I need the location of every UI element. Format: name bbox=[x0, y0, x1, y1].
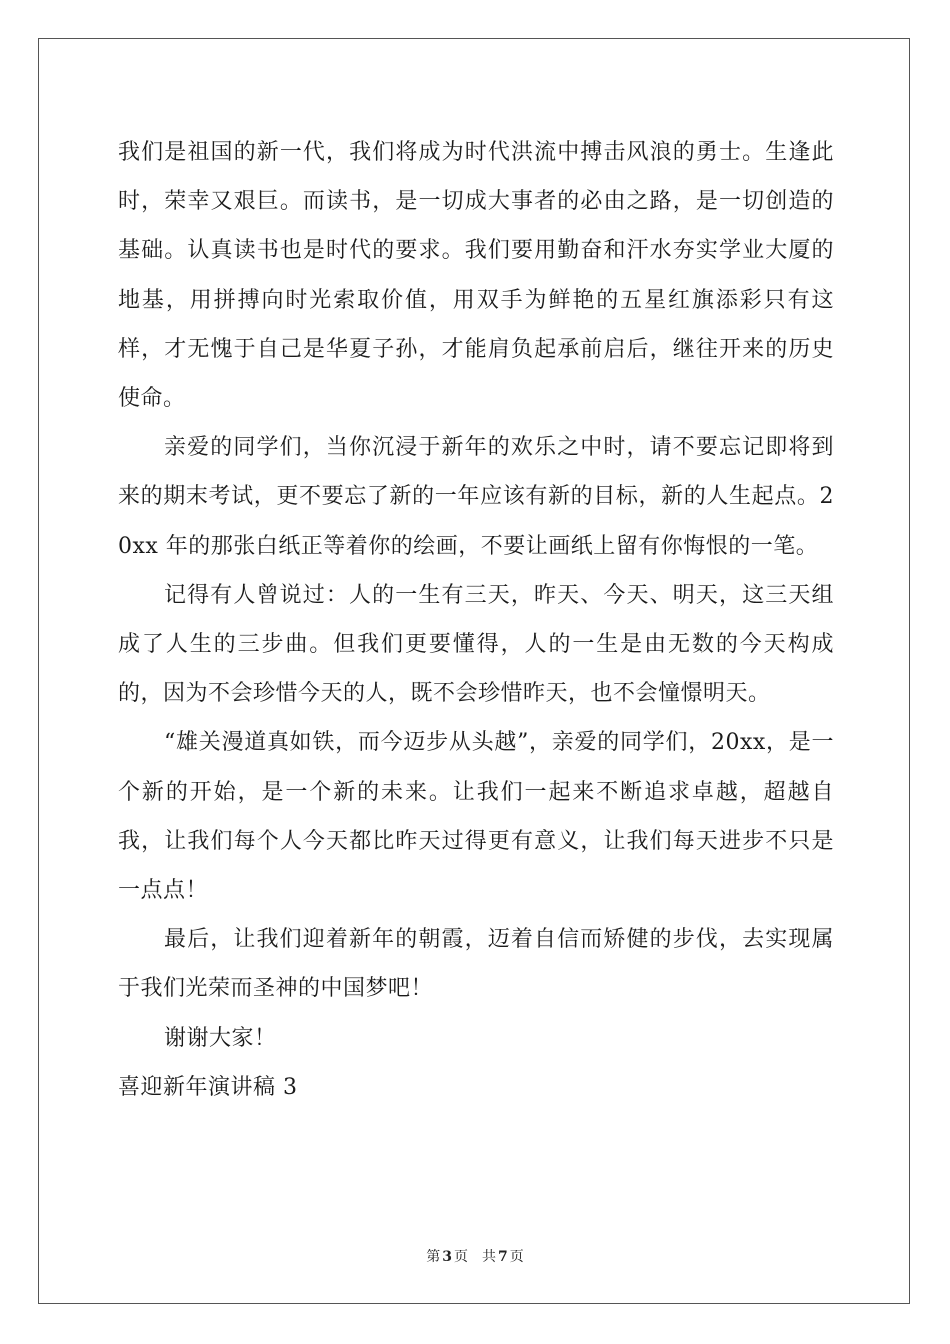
footer-total-prefix: 共 bbox=[482, 1249, 496, 1265]
document-body bbox=[118, 128, 834, 1112]
paragraph-4: “雄关漫道真如铁，而今迈步从头越”，亲爱的同学们，20xx，是一个新的开始，是一个新的未来。让我们一起来不断追求卓越，超越自我，让我们每个人今天都比昨天过得更有意义，让我们每天进步不只是一点点！ bbox=[118, 730, 834, 904]
paragraph-2: 亲爱的同学们，当你沉浸于新年的欢乐之中时，请不要忘记即将到来的期末考试，更不要忘了新的一年应该有新的目标，新的人生起点。20xx 年的那张白纸正等着你的绘画，不要让画纸上留有你悔恨的一笔。 bbox=[118, 435, 834, 559]
paragraph-5: 最后，让我们迎着新年的朝霞，迈着自信而矫健的步伐，去实现属于我们光荣而圣神的中国梦吧！ bbox=[118, 927, 834, 1002]
footer-total-pages: 7 bbox=[498, 1249, 508, 1265]
paragraph-1: 我们是祖国的新一代，我们将成为时代洪流中搏击风浪的勇士。生逢此时，荣幸又艰巨。而读书，是一切成大事者的必由之路，是一切创造的基础。认真读书也是时代的要求。我们要用勤奋和汗水夯实学业大厦的地基，用拼搏向时光索取价值，用双手为鲜艳的五星红旗添彩只有这样，才无愧于自己是华夏子孙，才能肩负起承前启后，继往开来的历史使命。 bbox=[118, 140, 834, 412]
paragraph-6: 谢谢大家！ bbox=[164, 1025, 277, 1051]
section-heading: 喜迎新年演讲稿 3 bbox=[118, 1074, 298, 1100]
page-footer bbox=[0, 1246, 950, 1266]
footer-page-number: 3 bbox=[442, 1249, 452, 1265]
footer-page-suffix: 页 bbox=[454, 1249, 468, 1265]
paragraph-3: 记得有人曾说过：人的一生有三天，昨天、今天、明天，这三天组成了人生的三步曲。但我们更要懂得，人的一生是由无数的今天构成的，因为不会珍惜今天的人，既不会珍惜昨天，也不会憧憬明天。 bbox=[118, 582, 834, 707]
footer-total-suffix: 页 bbox=[509, 1249, 524, 1265]
footer-prefix: 第 bbox=[426, 1249, 441, 1265]
